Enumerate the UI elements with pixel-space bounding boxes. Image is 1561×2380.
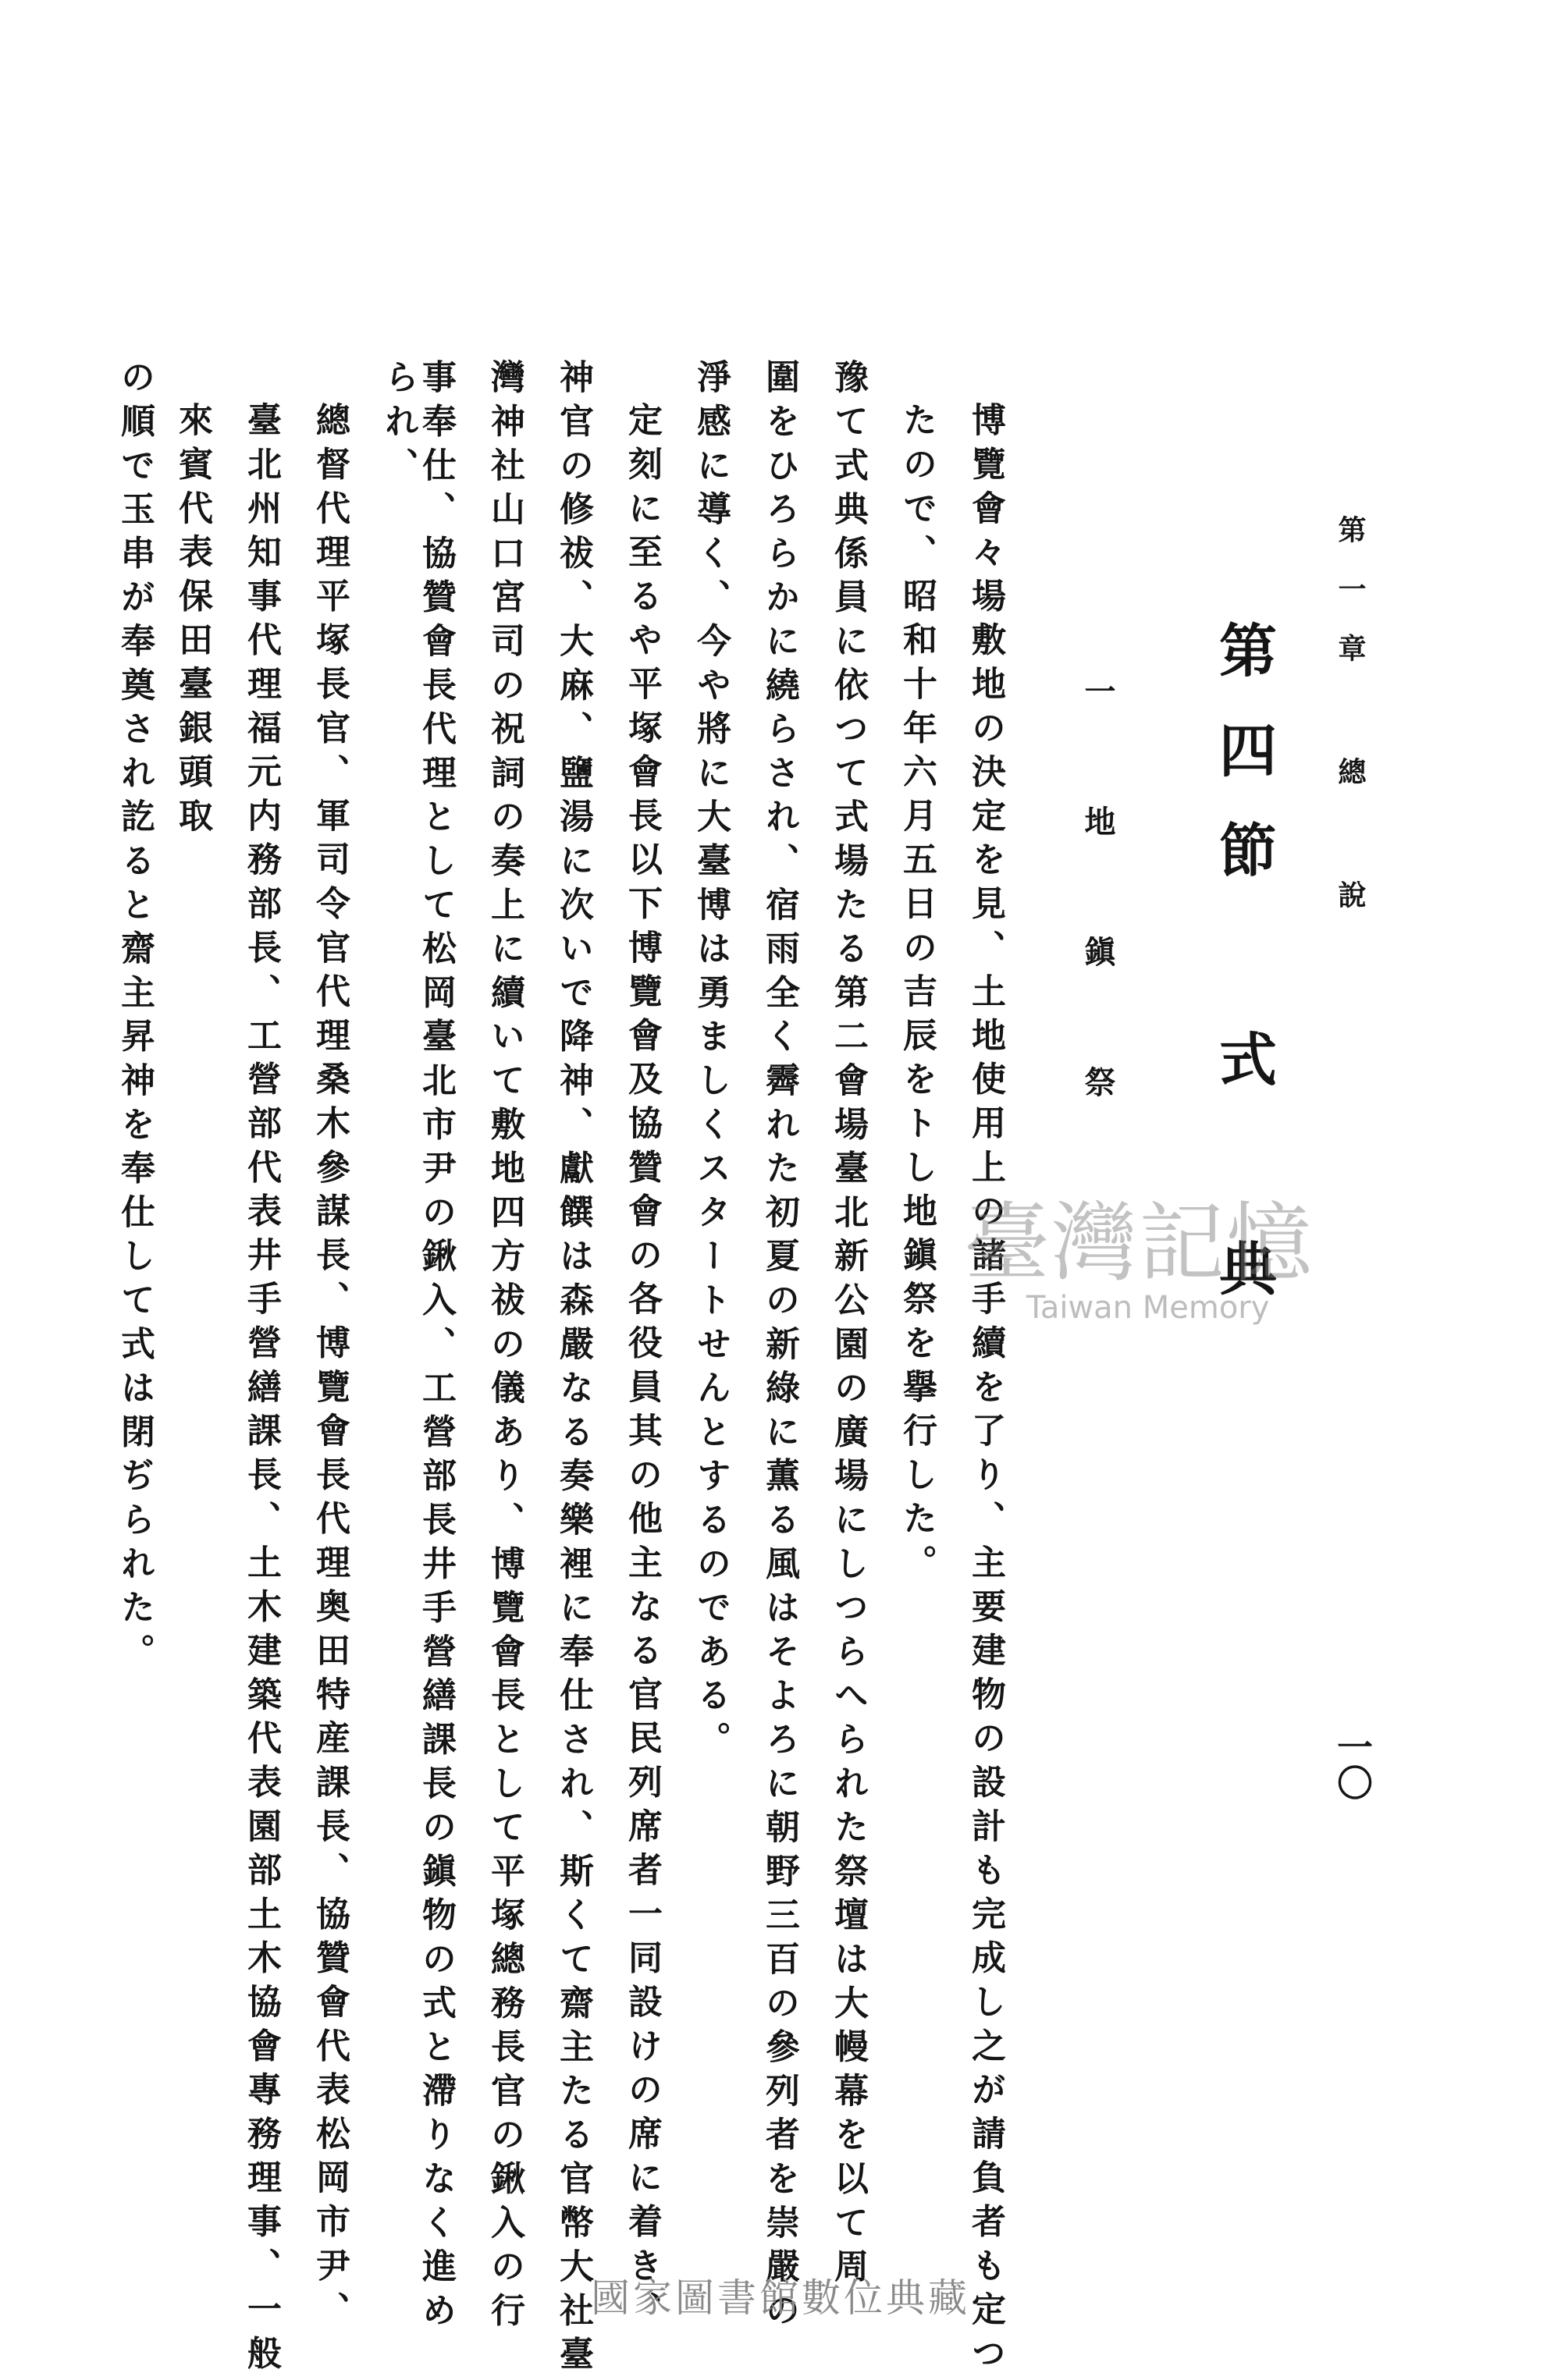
body-line: 事奉仕、協贊會長代理として松岡臺北市尹の鍬入、工營部長井手營繕課長の鎭物の式と滯りなく進め bbox=[416, 359, 456, 2336]
body-line: 來賓代表保田臺銀頭取 bbox=[172, 402, 212, 841]
body-line: 圍をひろらかに繞らされ、宿雨全く霽れた初夏の新綠に薫る風はそよろに朝野三百の參列者を崇嚴の bbox=[759, 359, 799, 2336]
body-line: 灣神社山口宮司の祝詞の奏上に續いて敷地四方祓の儀あり、博覽會長として平塚總務長官の鍬入の行 bbox=[485, 359, 524, 2336]
body-line: 定刻に至るや平塚會長以下博覽會及協贊會の各役員其の他主なる官民列席者一同設けの席に着き、 bbox=[622, 402, 662, 2336]
sub-heading: 一 地 鎭 祭 bbox=[1079, 675, 1116, 1128]
section-title: 第四節 式 典 bbox=[1210, 620, 1277, 1338]
watermark-chinese: 臺灣記憶 bbox=[964, 1193, 1314, 1293]
watermark-english: Taiwan Memory bbox=[1026, 1290, 1270, 1326]
taiwan-memory-watermark bbox=[964, 1174, 1314, 1354]
body-line: 豫て式典係員に依つて式場たる第二會場臺北新公園の廣場にしつらへられた祭壇は大幔幕を以て周 bbox=[828, 359, 868, 2293]
body-line: 臺北州知事代理福元内務部長、工營部代表井手營繕課長、土木建築代表園部土木協會專務理事、一般 bbox=[241, 402, 281, 2379]
body-line: 神官の修祓、大麻、鹽湯に次いで降神、獻饌は森嚴なる奏樂裡に奉仕され、斯くて齋主たる官幣大社臺 bbox=[553, 359, 593, 2380]
library-footer: 國家圖書館數位典藏 bbox=[591, 2275, 970, 2321]
body-line: の順で玉串が奉奠され訖ると齋主昇神を奉仕して式は閉ぢられた。 bbox=[115, 359, 155, 1677]
body-line: 淨感に導く、今や將に大臺博は勇ましくスタートせんとするのである。 bbox=[691, 359, 731, 1765]
body-line: 總督代理平塚長官、軍司令官代理桑木參謀長、博覽會長代理奥田特産課長、協贊會代表松岡市尹、 bbox=[310, 402, 350, 2336]
body-line: 博覽會々場敷地の決定を見、土地使用上の諸手續を了り、主要建物の設計も完成し之が請負者も定つ bbox=[965, 402, 1005, 2379]
body-line: られ、 bbox=[379, 359, 418, 491]
running-header: 第一章 總 說 bbox=[1334, 515, 1367, 940]
page-number: 一〇 bbox=[1332, 1728, 1374, 1800]
body-line: たので、昭和十年六月五日の吉辰をトし地鎭祭を擧行した。 bbox=[897, 402, 937, 1589]
